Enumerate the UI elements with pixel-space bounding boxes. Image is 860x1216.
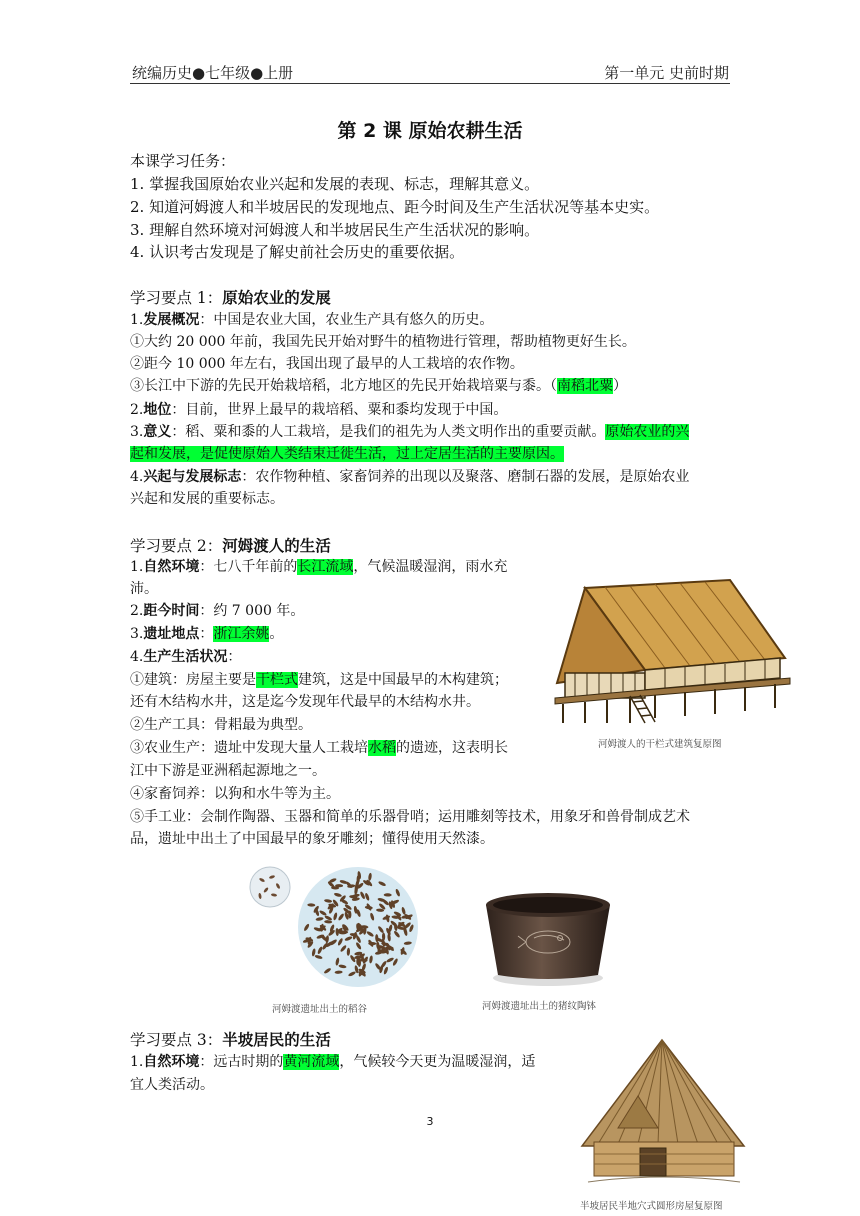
text-line <box>130 466 689 488</box>
highlight: 长江流域 <box>297 559 354 575</box>
highlight: 南稻北粟 <box>557 378 613 394</box>
item-label: 距今时间 <box>143 603 200 619</box>
item-label: 自然环境 <box>143 559 200 575</box>
text-line: 宜人类活动。 <box>130 1077 214 1093</box>
text-line: 还有木结构水井，这是迄今发现年代最早的木结构水井。 <box>130 694 480 710</box>
text-line <box>130 646 241 668</box>
text-line: ④家畜饲养：以狗和水牛等为主。 <box>130 786 340 802</box>
item-number: 1. <box>130 559 144 575</box>
text-line <box>130 421 689 443</box>
highlight: 干栏式 <box>256 672 298 688</box>
header-left: 统编历史●七年级●上册 <box>132 64 294 82</box>
item-text: 的遗迹，这表明长 <box>396 740 508 756</box>
item-number: 4. <box>130 649 144 665</box>
item-label: 意义 <box>143 424 172 440</box>
task-item: 3. 理解自然环境对河姆渡人和半坡居民生产生活状况的影响。 <box>130 221 540 239</box>
text-line: ②生产工具：骨耜最为典型。 <box>130 717 312 733</box>
text-line <box>130 399 507 421</box>
item-text: ：七八千年前的 <box>199 559 298 575</box>
item-number: 2. <box>130 603 144 619</box>
item-text: ： <box>227 649 242 665</box>
item-label: 兴起与发展标志 <box>143 469 242 485</box>
text-line <box>130 556 507 578</box>
text-line: ②距今 10 000 年左右，我国出现了最早的人工栽培的农作物。 <box>130 356 524 372</box>
rice-grains-illustration <box>248 862 418 992</box>
tasks-heading: 本课学习任务： <box>130 152 236 170</box>
item-text: ③长江中下游的先民开始栽培稻，北方地区的先民开始栽培粟与黍。（ <box>130 378 557 394</box>
section-label: 学习要点 3： <box>130 1031 223 1049</box>
item-number: 1. <box>130 1054 144 1070</box>
pottery-bowl-illustration <box>478 880 618 990</box>
section-heading-3 <box>130 1028 331 1050</box>
section-title: 半坡居民的生活 <box>222 1031 331 1049</box>
text-line <box>130 375 627 397</box>
section-heading-2 <box>130 534 331 556</box>
item-text: ） <box>613 378 627 394</box>
header-divider <box>130 83 730 84</box>
item-number: 2. <box>130 402 144 418</box>
text-line: ⑤手工业：会制作陶器、玉器和简单的乐器骨哨；运用雕刻等技术，用象牙和兽骨制成艺术 <box>130 809 690 825</box>
section-label: 学习要点 1： <box>130 289 223 307</box>
stilt-house-illustration <box>545 578 795 728</box>
text-line <box>130 309 493 331</box>
item-text: ，气候温暖湿润，雨水充 <box>353 559 508 575</box>
item-label: 自然环境 <box>143 1054 200 1070</box>
item-text: ①建筑：房屋主要是 <box>130 672 256 688</box>
section-label: 学习要点 2： <box>130 537 223 555</box>
item-label: 遗址地点 <box>143 626 200 642</box>
header-right: 第一单元 史前时期 <box>604 64 729 82</box>
highlight: 黄河流域 <box>283 1054 340 1070</box>
page-number: 3 <box>426 1115 434 1128</box>
item-label: 生产生活状况 <box>143 649 228 665</box>
item-text: ：目前，世界上最早的栽培稻、粟和黍均发现于中国。 <box>171 402 508 418</box>
text-line: 兴起和发展的重要标志。 <box>130 491 284 507</box>
item-text: ： <box>199 626 214 642</box>
item-text: ③农业生产：遗址中发现大量人工栽培 <box>130 740 368 756</box>
item-number: 3. <box>130 424 144 440</box>
highlight: 水稻 <box>368 740 396 756</box>
item-number: 1. <box>130 312 144 328</box>
task-item: 4. 认识考古发现是了解史前社会历史的重要依据。 <box>130 243 465 261</box>
text-line <box>130 669 508 691</box>
text-line <box>130 623 283 645</box>
item-text: 建筑，这是中国最早的木构建筑； <box>298 672 508 688</box>
highlight: 起和发展，是促使原始人类结束迁徙生活，过上定居生活的主要原因。 <box>130 446 564 462</box>
item-text: ：稻、粟和黍的人工栽培，是我们的祖先为人类文明作出的重要贡献。 <box>171 424 606 440</box>
text-line <box>130 600 304 622</box>
item-text: ：约 7 000 年。 <box>199 603 305 619</box>
item-number: 4. <box>130 469 144 485</box>
task-item: 1. 掌握我国原始农业兴起和发展的表现、标志，理解其意义。 <box>130 175 540 193</box>
task-item: 2. 知道河姆渡人和半坡居民的发现地点、距今时间及生产生活状况等基本史实。 <box>130 198 660 216</box>
text-line <box>130 1051 535 1073</box>
section-heading-1 <box>130 286 331 308</box>
caption-round-hut: 半坡居民半地穴式圆形房屋复原图 <box>580 1201 723 1212</box>
text-line: ①大约 20 000 年前，我国先民开始对野牛的植物进行管理，帮助植物更好生长。 <box>130 334 636 350</box>
text-line: 沛。 <box>130 581 158 597</box>
item-label: 地位 <box>143 402 172 418</box>
section-title: 河姆渡人的生活 <box>222 537 331 555</box>
rice-grain <box>378 946 381 954</box>
text-line <box>130 737 508 759</box>
section-title: 原始农业的发展 <box>222 289 331 307</box>
item-label: 发展概况 <box>143 312 200 328</box>
item-text: ：远古时期的 <box>199 1054 284 1070</box>
text-line: 品，遗址中出土了中国最早的象牙雕刻；懂得使用天然漆。 <box>130 831 494 847</box>
item-text: ：中国是农业大国，农业生产具有悠久的历史。 <box>199 312 494 328</box>
lesson-title: 第 2 课 原始农耕生活 <box>337 120 523 142</box>
highlight: 浙江余姚 <box>213 626 270 642</box>
highlight: 原始农业的兴 <box>605 424 690 440</box>
caption-rice: 河姆渡遗址出土的稻谷 <box>272 1004 368 1015</box>
item-text: ，气候较今天更为温暖湿润，适 <box>339 1054 536 1070</box>
item-number: 3. <box>130 626 144 642</box>
text-line: 江中下游是亚洲稻起源地之一。 <box>130 763 326 779</box>
item-text: 。 <box>269 626 284 642</box>
caption-stilt-house: 河姆渡人的干栏式建筑复原图 <box>598 739 722 750</box>
text-line <box>130 443 564 465</box>
item-text: ：农作物种植、家畜饲养的出现以及聚落、磨制石器的发展，是原始农业 <box>241 469 690 485</box>
caption-bowl: 河姆渡遗址出土的猪纹陶钵 <box>482 1001 597 1012</box>
